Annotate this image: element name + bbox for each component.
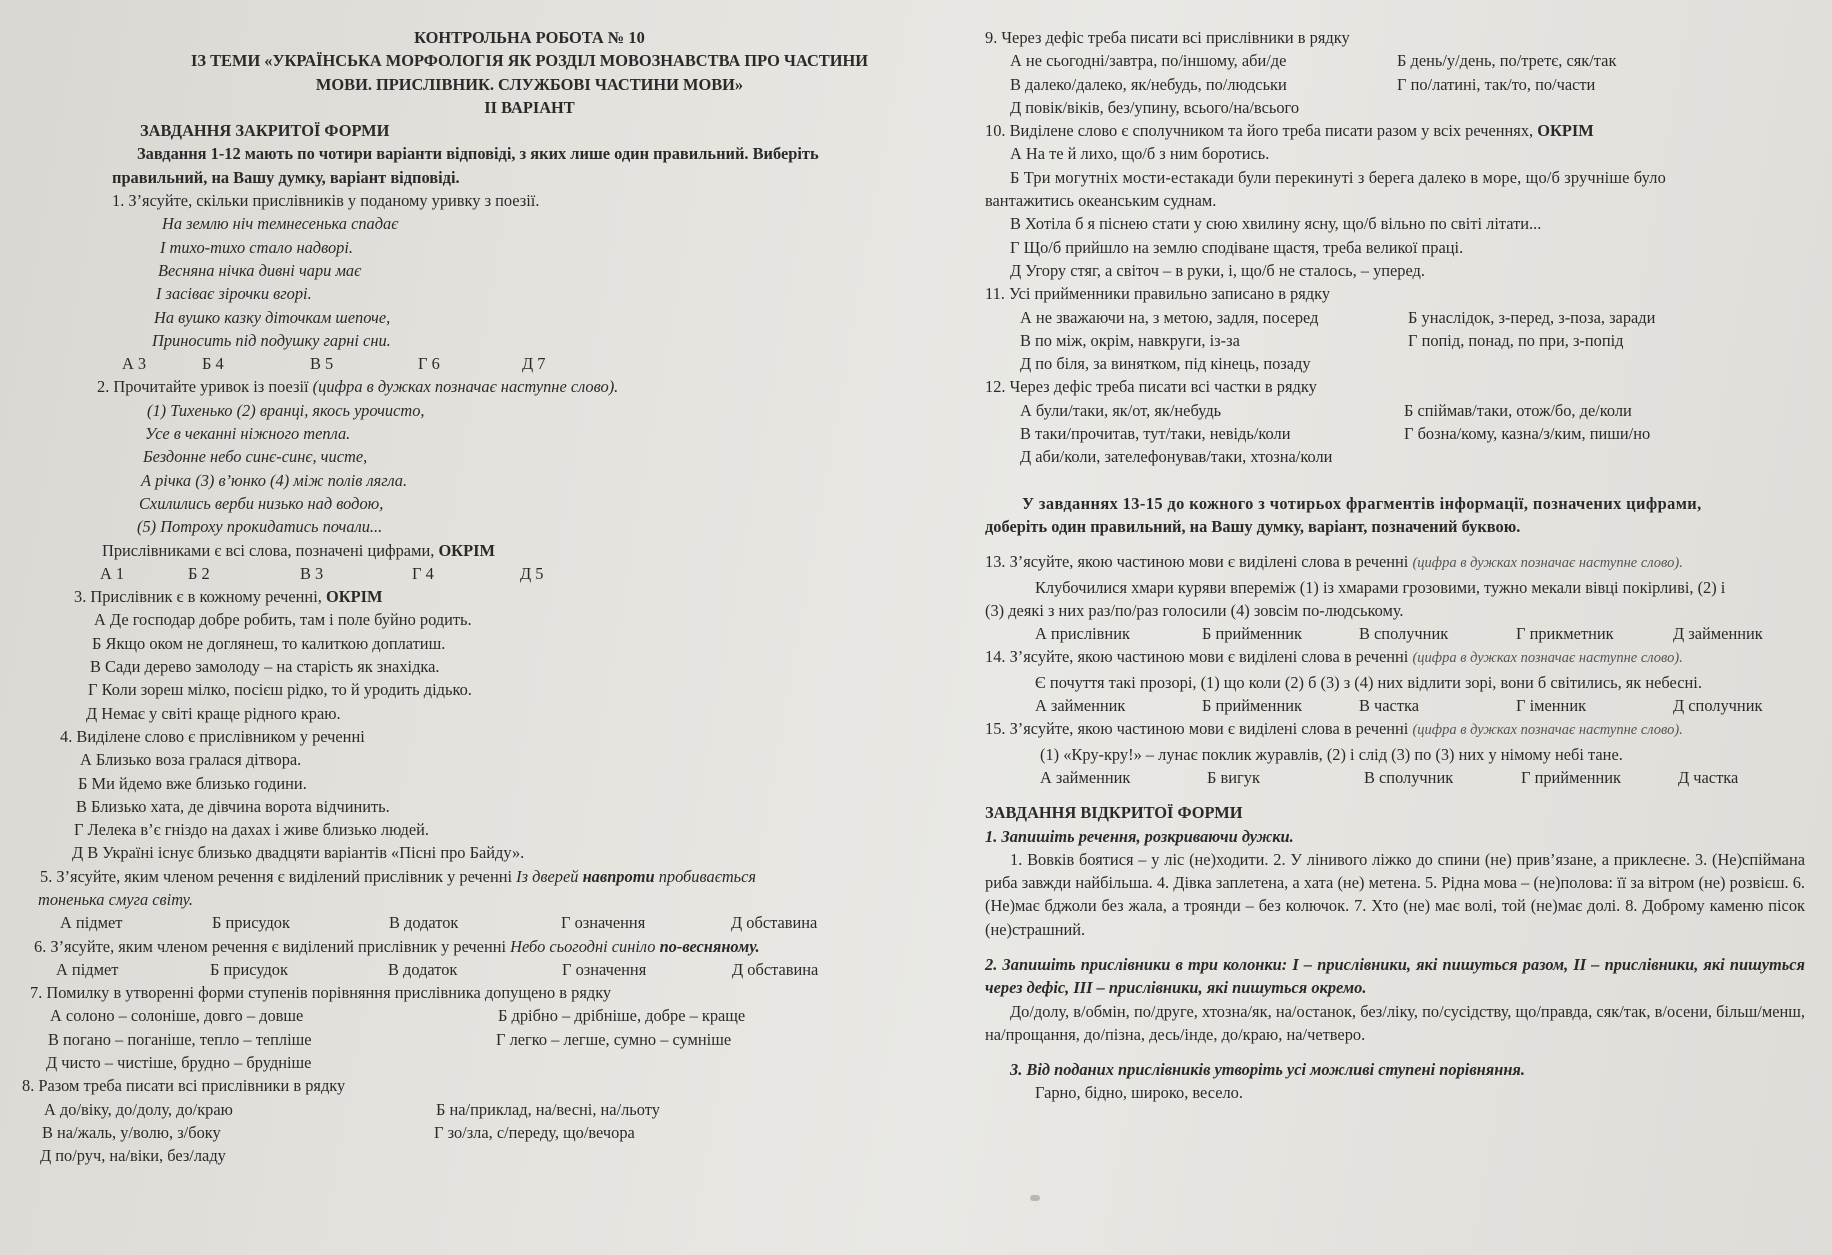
answer-option: Б Три могутніх мости-естакади були перекинуті з берега далеко в море, що/б зручніше було <box>1010 167 1666 187</box>
answer-option: Г 6 <box>418 354 440 374</box>
answer-options <box>985 49 1805 72</box>
except-word: ОКРІМ <box>325 587 383 607</box>
answer-options <box>22 562 927 585</box>
answer-option: Д 5 <box>520 563 544 583</box>
except-word: ОКРІМ <box>438 540 495 560</box>
answer-option: Д займенник <box>1673 624 1763 644</box>
answer-option: В 5 <box>310 354 334 374</box>
answer-options <box>22 911 927 934</box>
poem-line: А річка (3) в’юнко (4) між полів лягла. <box>141 470 408 490</box>
answer-option: Б прийменник <box>1202 624 1302 644</box>
answer-option: Г прикметник <box>1516 624 1614 644</box>
instructions-13-15-line-1: У завданнях 13-15 до кожного з чотирьох фрагментів інформації, позначених цифрами, <box>1022 493 1702 513</box>
open-task-3-title: 3. Від поданих прислівників утворіть усі можливі ступені порівняння. <box>1010 1060 1525 1080</box>
answer-option: В додаток <box>389 913 459 933</box>
answer-options <box>985 622 1805 645</box>
answer-option: Д чисто – чистіше, брудно – брудніше <box>46 1053 312 1073</box>
answer-options <box>985 329 1805 352</box>
answer-option: Д сполучник <box>1673 696 1763 716</box>
answer-option: Г Лелека в’є гніздо на дахах і живе близько людей. <box>74 820 429 840</box>
answer-option: Г Коли зореш мілко, посієш рідко, то й уродить дідько. <box>88 680 472 700</box>
answer-options <box>22 958 927 981</box>
answer-option: А були/таки, як/от, як/небудь <box>1020 400 1222 420</box>
question-2-prompt <box>22 539 927 562</box>
answer-option: Г означення <box>562 959 647 979</box>
question-sentence: (1) «Кру-кру!» – лунає поклик журавлів, (2) і слід (3) по (3) них у німому небі тане. <box>1040 744 1623 764</box>
answer-options <box>22 1028 927 1051</box>
answer-option: В погано – поганіше, тепло – тепліше <box>48 1029 312 1049</box>
answer-option: А підмет <box>60 913 123 933</box>
sentence-part: Із дверей <box>516 866 579 886</box>
poem-line: (5) Потроху прокидатись почали... <box>137 517 383 537</box>
sentence-part: тоненька смуга світу. <box>38 889 193 909</box>
sentence-part: пробивається <box>658 866 757 886</box>
answer-option: В по між, окрім, навкруги, із-за <box>1020 330 1240 350</box>
closed-form-heading: ЗАВДАННЯ ЗАКРИТОЇ ФОРМИ <box>140 121 390 141</box>
answer-option: А підмет <box>56 959 119 979</box>
answer-options <box>22 1098 927 1121</box>
question-15 <box>985 717 1805 742</box>
answer-option: Д аби/коли, зателефонував/таки, хтозна/коли <box>1020 447 1333 467</box>
paper-smudge <box>1030 1195 1040 1201</box>
answer-option: Б прийменник <box>1202 696 1302 716</box>
question-text: 15. З’ясуйте, якою частиною мови є виділені слова в реченні <box>985 719 1409 739</box>
answer-options <box>22 1004 927 1027</box>
topic-line-1: ІЗ ТЕМИ «УКРАЇНСЬКА МОРФОЛОГІЯ ЯК РОЗДІЛ МОВОЗНАВСТВА ПРО ЧАСТИНИ <box>190 51 868 71</box>
question-13 <box>985 550 1805 575</box>
answer-option: А до/віку, до/долу, до/краю <box>44 1099 233 1119</box>
question-6 <box>22 935 927 958</box>
answer-options <box>985 399 1805 422</box>
poem-line: На землю ніч темнесенька спадає <box>162 214 399 234</box>
answer-option: А Близько воза гралася дітвора. <box>80 750 302 770</box>
answer-option-continued: вантажитись океанським суднам. <box>985 191 1217 211</box>
question-text: 10. Виділене слово є сполучником та його треба писати разом у всіх реченнях, <box>985 121 1534 141</box>
answer-option: А На те й лихо, що/б з ним боротись. <box>1010 144 1270 164</box>
answer-options <box>985 766 1805 789</box>
answer-option: Б присудок <box>210 959 288 979</box>
answer-option: А не зважаючи на, з метою, задля, посеред <box>1020 307 1319 327</box>
question-12: 12. Через дефіс треба писати всі частки в рядку <box>985 377 1317 397</box>
question-text: 5. З’ясуйте, яким членом речення є виділений прислівник у реченні <box>40 866 513 886</box>
answer-option: Д В Україні існує близько двадцяти варіантів «Пісні про Байду». <box>72 843 525 863</box>
spacer <box>985 538 1805 550</box>
question-sentence: Клубочилися хмари куряви впереміж (1) із хмарами грозовими, тужно мекали вівці покірливі, (2) і <box>1035 577 1726 597</box>
page-title: КОНТРОЛЬНА РОБОТА № 10 <box>414 28 645 47</box>
answer-option: Д Немає у світі краще рідного краю. <box>86 703 341 723</box>
question-7: 7. Помилку в утворенні форми ступенів порівняння прислівника допущено в рядку <box>30 983 612 1003</box>
answer-option: А 1 <box>100 563 125 583</box>
answer-option: Г 4 <box>412 563 434 583</box>
answer-option: В Близько хата, де дівчина ворота відчинить. <box>76 796 390 816</box>
sentence-part: Небо сьогодні синіло <box>510 936 656 956</box>
answer-option: А 3 <box>122 354 147 374</box>
answer-option: В сполучник <box>1364 767 1454 787</box>
answer-option: Г прийменник <box>1521 767 1622 787</box>
open-form-heading: ЗАВДАННЯ ВІДКРИТОЇ ФОРМИ <box>985 803 1243 823</box>
question-sentence: Є почуття такі прозорі, (1) що коли (2) б (3) з (4) них відлити зорі, вони б світились, як небесні. <box>1035 672 1702 692</box>
question-text: 13. З’ясуйте, якою частиною мови є виділені слова в реченні <box>985 552 1409 572</box>
question-note: (цифра в дужках позначає наступне слово). <box>1412 650 1683 667</box>
poem-line: Весняна нічка дивні чари має <box>158 260 362 280</box>
open-task-2-title: 2. Запишіть прислівники в три колонки: І – прислівники, які пишуться разом, ІІ – прислівники, які пишуться через дефіс, ІІІ – прислівники, які пишуться окремо. <box>985 954 1805 998</box>
answer-option: Г іменник <box>1516 696 1587 716</box>
variant-label: ІІ ВАРІАНТ <box>484 97 575 117</box>
answer-option: Б день/у/день, по/третє, сяк/так <box>1397 51 1617 71</box>
answer-option: Б 2 <box>188 563 210 583</box>
left-column <box>22 26 927 1168</box>
spacer <box>985 789 1805 801</box>
poem-line: (1) Тихенько (2) вранці, якось урочисто, <box>147 400 425 420</box>
question-sentence: (3) деякі з них раз/по/раз голосили (4) зовсім по-людському. <box>985 600 1404 620</box>
answer-option: Г Що/б прийшло на землю сподіване щастя, треба великої праці. <box>1010 237 1464 257</box>
answer-option: А прислівник <box>1035 624 1130 644</box>
question-1: 1. З’ясуйте, скільки прислівників у поданому уривку з поезії. <box>112 191 540 211</box>
open-task-1-body: 1. Вовків боятися – у ліс (не)ходити. 2. У лінивого ліжко до спини (не) прив’язане, а приклеєне. 3. (Не)спіймана риба завжди найбільша. 4. Дівка заплетена, а хата (не) метена. 5. Рідна мова – (не)полова: її за вітром (не) розвієш. 6. (Не)має бджоли без жала, а троянди – без колючок. 7. Хто (не) має волі, той (не)має долі. 8. Доброму каменю пісок (не)страшний. <box>985 849 1805 939</box>
poem-line: І засіває зірочки вгорі. <box>156 284 312 304</box>
answer-option: А Де господар добре робить, там і поле буйно родить. <box>94 610 472 630</box>
answer-option: Г означення <box>561 913 646 933</box>
question-note: (цифра в дужках позначає наступне слово). <box>312 377 619 397</box>
answer-option: Б спіймав/таки, отож/бо, де/коли <box>1404 400 1632 420</box>
question-text: 14. З’ясуйте, якою частиною мови є виділені слова в реченні <box>985 647 1409 667</box>
spacer <box>985 469 1805 492</box>
question-text: Прислівниками є всі слова, позначені цифрами, <box>102 540 435 560</box>
highlighted-word: по-весняному. <box>659 936 760 956</box>
answer-options <box>985 694 1805 717</box>
answer-option: Д обставина <box>731 913 818 933</box>
answer-option: Д повік/віків, без/упину, всього/на/всього <box>1010 97 1300 117</box>
poem-line: І тихо-тихо стало надворі. <box>160 237 354 257</box>
poem-line: Схилились верби низько над водою, <box>139 493 384 513</box>
question-note: (цифра в дужках позначає наступне слово). <box>1412 722 1683 739</box>
poem-line: Бездонне небо синє-синє, чисте, <box>143 447 368 467</box>
answer-option: Г легко – легше, сумно – сумніше <box>496 1029 732 1049</box>
closed-instructions-2: правильний, на Вашу думку, варіант відповіді. <box>112 167 460 187</box>
answer-option: Б вигук <box>1207 767 1260 787</box>
instructions-13-15-line-2: доберіть один правильний, на Вашу думку, варіант, позначений буквою. <box>985 516 1521 536</box>
answer-option: В 3 <box>300 563 324 583</box>
answer-option: А солоно – солоніше, довго – довше <box>50 1006 304 1026</box>
answer-options <box>22 1121 927 1144</box>
answer-option: В таки/прочитав, тут/таки, невідь/коли <box>1020 424 1291 444</box>
answer-options <box>985 422 1805 445</box>
question-3 <box>22 585 927 608</box>
question-note: (цифра в дужках позначає наступне слово). <box>1412 555 1683 572</box>
question-11: 11. Усі прийменники правильно записано в рядку <box>985 284 1331 304</box>
answer-option: А не сьогодні/завтра, по/іншому, аби/де <box>1010 51 1287 71</box>
answer-option: В далеко/далеко, як/небудь, по/людськи <box>1010 74 1287 94</box>
spacer <box>985 1046 1805 1058</box>
highlighted-word: навпроти <box>582 866 655 886</box>
question-14 <box>985 645 1805 670</box>
question-text: 3. Прислівник є в кожному реченні, <box>74 587 322 607</box>
answer-option: А займенник <box>1040 767 1131 787</box>
answer-option: Г бозна/кому, казна/з/ким, пиши/но <box>1404 424 1651 444</box>
poem-line: На вушко казку діточкам шепоче, <box>154 307 391 327</box>
answer-option: Г попід, понад, по при, з-попід <box>1408 330 1624 350</box>
answer-option: Г по/латині, так/то, по/части <box>1397 74 1596 94</box>
answer-option: В додаток <box>388 959 458 979</box>
answer-option: Д по/руч, на/віки, без/ладу <box>40 1146 226 1166</box>
question-8: 8. Разом треба писати всі прислівники в рядку <box>22 1076 346 1096</box>
answer-option: Б присудок <box>212 913 290 933</box>
question-5 <box>22 865 927 888</box>
closed-instructions-1: Завдання 1-12 мають по чотири варіанти відповіді, з яких лише один правильний. Виберіть <box>137 144 819 164</box>
answer-option: Д обставина <box>732 959 819 979</box>
answer-option: Б Ми йдемо вже близько години. <box>78 773 307 793</box>
answer-options <box>985 73 1805 96</box>
open-task-1-title: 1. Запишіть речення, розкриваючи дужки. <box>985 826 1294 846</box>
question-10 <box>985 119 1805 142</box>
answer-option: Б Якщо оком не доглянеш, то калиткою доплатиш. <box>92 633 446 653</box>
answer-option: Б 4 <box>202 354 224 374</box>
answer-option: Б дрібно – дрібніше, добре – краще <box>498 1006 746 1026</box>
answer-options <box>22 352 927 375</box>
question-text: 6. З’ясуйте, яким членом речення є виділений прислівник у реченні <box>34 936 507 956</box>
open-task-3-body: Гарно, бідно, широко, весело. <box>1035 1083 1243 1103</box>
answer-option: А займенник <box>1035 696 1126 716</box>
question-4: 4. Виділене слово є прислівником у реченні <box>60 726 365 746</box>
answer-option: Д Угору стяг, а світоч – в руки, і, що/б не сталось, – уперед. <box>1010 260 1425 280</box>
answer-option: В частка <box>1359 696 1419 716</box>
topic-line-2: МОВИ. ПРИСЛІВНИК. СЛУЖБОВІ ЧАСТИНИ МОВИ» <box>315 74 744 94</box>
question-2 <box>22 375 927 398</box>
answer-option: Б на/приклад, на/весні, на/льоту <box>436 1099 660 1119</box>
answer-option: В сполучник <box>1359 624 1449 644</box>
answer-options <box>985 306 1805 329</box>
except-word: ОКРІМ <box>1537 121 1594 141</box>
answer-option: Г зо/зла, с/переду, що/вечора <box>434 1122 635 1142</box>
poem-line: Приносить під подушку гарні сни. <box>152 330 391 350</box>
poem-line: Усе в чеканні ніжного тепла. <box>145 424 351 444</box>
answer-option: Д по біля, за винятком, під кінець, позаду <box>1020 354 1311 374</box>
right-column <box>985 26 1805 1105</box>
question-text: 2. Прочитайте уривок із поезії <box>97 377 309 397</box>
question-9: 9. Через дефіс треба писати всі прислівники в рядку <box>985 28 1350 47</box>
answer-option: Д частка <box>1678 767 1739 787</box>
answer-option: В на/жаль, у/волю, з/боку <box>42 1122 221 1142</box>
answer-option: В Хотіла б я піснею стати у сюю хвилину ясну, що/б вільно по світі літати... <box>1010 214 1542 234</box>
answer-option: Б унаслідок, з-перед, з-поза, заради <box>1408 307 1656 327</box>
answer-option: В Сади дерево замолоду – на старість як знахідка. <box>90 657 440 677</box>
spacer <box>985 941 1805 953</box>
open-task-2-body: До/долу, в/обмін, по/друге, хтозна/як, на/останок, без/ліку, по/сусідству, що/правда, сяк/так, в/осени, більш/менш, на/прощання, до/пізна, десь/інде, до/краю, на/четверо. <box>985 1001 1805 1044</box>
answer-option: Д 7 <box>522 354 546 374</box>
